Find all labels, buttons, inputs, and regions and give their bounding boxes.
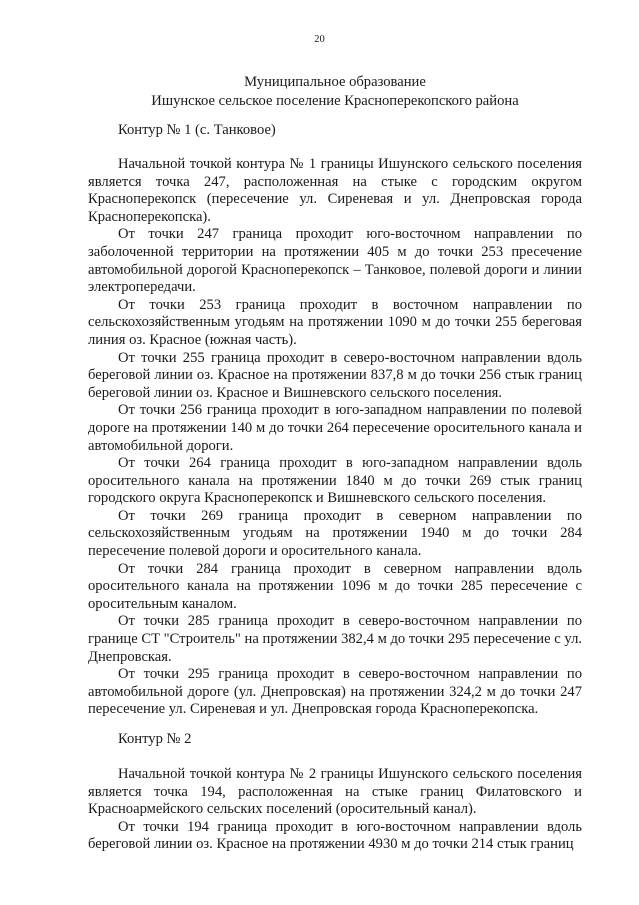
paragraph: От точки 255 граница проходит в северо-восточном направлении вдоль береговой линии оз. Красное на протяжении 837,8 м до точки 256 стык границ береговой линии оз. Красное и Вишневского сельского поселения. xyxy=(88,349,582,401)
contour-2-description xyxy=(88,766,582,854)
paragraph: От точки 295 граница проходит в северо-восточном направлении по автомобильной дороге (ул. Днепровская) на протяжении 324,2 м до точки 247 пересечение ул. Сиреневая и ул. Днепровская города Красноперекопска. xyxy=(88,666,582,718)
document-heading xyxy=(30,73,639,111)
paragraph: Начальной точкой контура № 2 границы Ишунского сельского поселения является точка 194, расположенная на стыке границ Филатовского и Красноармейского сельских поселений (оросительный канал). xyxy=(88,766,582,818)
heading-line-1: Муниципальное образование xyxy=(244,74,426,90)
page-number: 20 xyxy=(314,34,325,45)
contour-1-description xyxy=(88,156,582,719)
paragraph: От точки 247 граница проходит юго-восточном направлении по заболоченной территории на протяжении 405 м до точки 253 пресечение автомобильной дорогой Красноперекопск – Танковое, полевой дороги и линии электропередачи. xyxy=(88,226,582,296)
paragraph: От точки 284 граница проходит в северном направлении вдоль оросительного канала на протяжении 1096 м до точки 285 пересечение с оросительным каналом. xyxy=(88,560,582,612)
paragraph: От точки 253 граница проходит в восточном направлении по сельскохозяйственным угодьям на протяжении 1090 м до точки 255 береговая линия оз. Красное (южная часть). xyxy=(88,296,582,348)
paragraph: От точки 256 граница проходит в юго-западном направлении по полевой дороге на протяжении 140 м до точки 264 пересечение оросительного канала и автомобильной дороги. xyxy=(88,402,582,454)
contour-1-title: Контур № 1 (с. Танковое) xyxy=(118,122,276,138)
paragraph: Начальной точкой контура № 1 границы Ишунского сельского поселения является точка 247, расположенная на стыке с городским округом Красноперекопск (пересечение ул. Сиреневая и ул. Днепровская города Красноперекопска). xyxy=(88,156,582,225)
heading-line-2: Ишунское сельское поселение Красноперекопского района xyxy=(151,93,519,109)
paragraph: От точки 264 граница проходит в юго-западном направлении вдоль оросительного канала на протяжении 1840 м до точки 269 стык границ городского округа Красноперекопск и Вишневского сельского поселения. xyxy=(88,455,582,507)
paragraph: От точки 285 граница проходит в северо-восточном направлении по границе СТ "Строитель" на протяжении 382,4 м до точки 295 пересечение с ул. Днепровская. xyxy=(88,613,582,665)
paragraph: От точки 194 граница проходит в юго-восточном направлении вдоль береговой линии оз. Красное на протяжении 4930 м до точки 214 стык границ xyxy=(88,818,582,853)
paragraph: От точки 269 граница проходит в северном направлении по сельскохозяйственным угодьям на протяжении 1940 м до точки 284 пересечение полевой дороги и оросительного канала. xyxy=(88,507,582,560)
contour-2-title: Контур № 2 xyxy=(118,731,192,747)
